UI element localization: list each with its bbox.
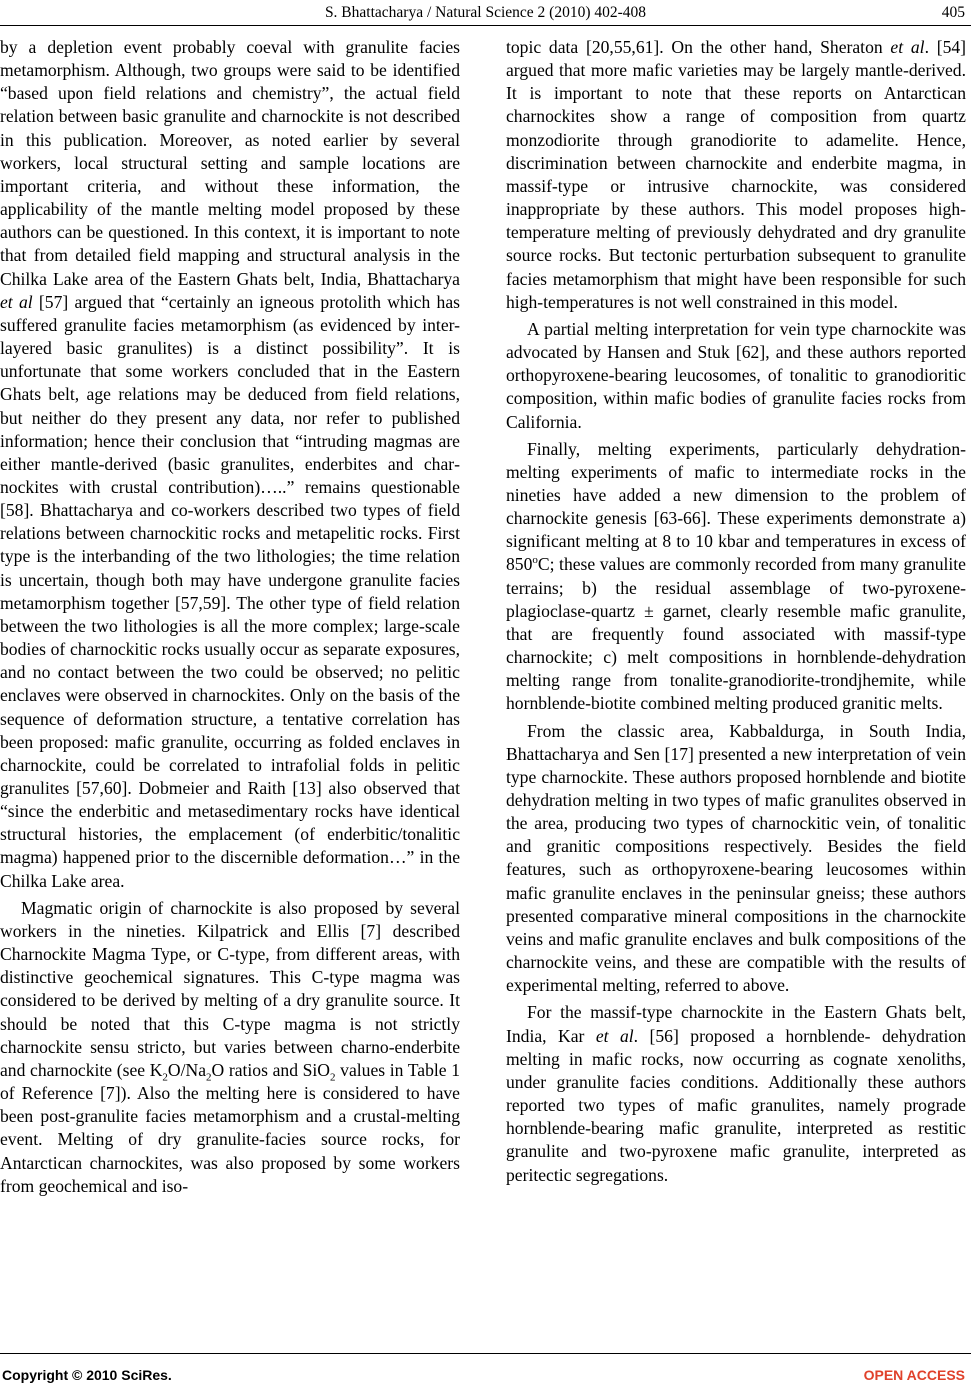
text-segment: C; these values are commonly recorded from many granulite terrains; b) the residual assemblage of two-pyroxene-plagioclase-quartz ± garnet, clearly resemble mafic granulite, that are frequently found associated with massif-type charnockite; c) melt compositions in hornblende-dehydration melting range from tonalite-granodiorite-trondjhemite, while hornblende-biotite combined melting produced granitic melts.	[506, 554, 966, 714]
paragraph	[506, 438, 966, 716]
text-segment: [57] argued that “certainly an igneous protolith which has suffered granulite facies metamorphism (as evidenced by inter-layered basic granulites) is a distinct possibility”. It is unfortunate that some workers concluded that in the Eastern Ghats belt, age relations may be deduced from field relations, but neither do they present any data, nor refer to published information; hence their conclusion that “intruding magmas are either mantle-derived (basic granulites, enderbites and charnockites with crustal contribution)…..” remains questionable [58]. Bhattacharya and co-workers described two types of field relations between charnockitic rocks and metapelitic rocks. First type is the interbanding of the two lithologies; the time relation is uncertain, though both may have undergone granulite facies metamorphism together [57,59]. The other type of field relation between the two lithologies is all the more complex; large-scale bodies of charnockitic rocks usually occur as separate exposures, and no contact between the two could be observed; no pelitic enclaves were observed in charnockites. Only on the basis of the sequence of deformation structure, a tentative correlation has been proposed: mafic granulite, occurring as folded enclaves in charnockite, could be correlated to intrafolial folds in pelitic granulites [57,60]. Dobmeier and Raith [13] also observed that “since the enderbitic and metasedimentary rocks have identical structural histories, the emplacement (of enderbitic/tonalitic magma) happened prior to the discernible deformation…” in the Chilka Lake area.	[0, 291, 460, 891]
page-footer	[0, 1367, 971, 1387]
paragraph	[506, 1001, 966, 1186]
open-access-label: OPEN ACCESS	[863, 1367, 965, 1383]
text-segment: Magmatic origin of charnockite is also proposed by several workers in the nineties. Kilpatrick and Ellis [7] described Charnockite Magma Type, or C-type, from different areas, with distinctive geochemical signatures. This C-type magma was considered to be derived by melting of a dry granulite source. It should be noted that this C-type magma is not strictly charnockite sensu stricto, but varies between charno-enderbite and charnockite (see K	[0, 897, 460, 1080]
text-segment: O/Na	[167, 1059, 207, 1080]
running-header	[0, 4, 971, 24]
page-number: 405	[941, 4, 965, 21]
text-segment: Finally, melting experiments, particularly dehydration-melting experiments of mafic to intermediate rocks in the nineties have added a new dimension to the problem of charnockite genesis [63-66]. These experiments demonstrate a) significant melting at 8 to 10 kbar and temperatures in excess of 850	[506, 438, 966, 575]
subscript: 2	[162, 1071, 168, 1084]
subscript: 2	[206, 1071, 212, 1084]
running-title: S. Bhattacharya / Natural Science 2 (2010) 402-408	[324, 4, 647, 21]
copyright-notice: Copyright © 2010 SciRes.	[2, 1367, 172, 1383]
text-segment: For the massif-type charnockite in the Eastern Ghats belt, India, Kar	[506, 1002, 966, 1046]
italic-et-al: et al	[890, 37, 925, 57]
text-segment: . [54] argued that more mafic varieties may be largely mantle-derived. It is important to note that these reports on Antarctican charnockites show a range of composition from quartz monzodiorite through granodiorite to adamelite. Hence, discrimination between charnockite and enderbite magma, in massif-type or intrusive charnockite, was considered inappropriate by these authors. This model proposes high-temperature melting of previously dehydrated and dry granulite source rocks. But tectonic perturbation subsequent to granulite facies metamorphism that might have been responsible for such high-temperatures is not well constrained in this model.	[506, 37, 967, 312]
paragraph	[0, 36, 460, 893]
text-segment: O ratios and SiO	[211, 1059, 331, 1080]
subscript: 2	[330, 1071, 336, 1084]
paragraph	[506, 36, 966, 314]
paragraph	[0, 897, 460, 1198]
footer-rule	[0, 1353, 971, 1354]
text-segment: by a depletion event probably coeval with granulite facies metamorphism. Although, two groups were said to be identified “based upon field relations and chemistry”, the actual field relation between basic granulite and charnockite is not described in this publication. Moreover, as noted earlier by several workers, local structural setting and sample locations are important criteria, and without these information, the applicability of the mantle melting model proposed by these authors can be questioned. In this context, it is important to note that from detailed field mapping and structural analysis in the Chilka Lake area of the Eastern Ghats belt, India, Bhattacharya	[0, 37, 460, 289]
left-column	[0, 36, 460, 1198]
text-segment: values in Table 1 of Reference [7]). Also the melting here is considered to have been post-granulite facies metamorphism and a crustal-melting event. Melting of dry granulite-facies source rocks, for Antarctican charnockites, was also proposed by some workers from geochemical and iso-	[0, 1059, 460, 1196]
right-column	[506, 36, 966, 1187]
text-segment: . [56] proposed a hornblende- dehydration melting in mafic rocks, now occurring as cognate xenoliths, under granulite facies conditions. Additionally these authors reported two types of mafic granulites, namely prograde hornblende-bearing mafic granulite, interpreted as restitic granulite and two-pyroxene mafic granulite, interpreted as peritectic segregations.	[506, 1025, 966, 1185]
paragraph: From the classic area, Kabbaldurga, in South India, Bhattacharya and Sen [17] presented a new interpretation of vein type charnockite. These authors proposed hornblende and biotite dehydration melting in two types of mafic granulites observed in the area, producing two types of charnockitic vein, of tonalitic and granitic compositions respectively. Besides the field features, such as orthopyroxene-bearing leucosomes within mafic granulite enclaves in the peninsular gneiss; these authors presented comparative mineral compositions in the charnockite veins and mafic granulite enclaves and bulk compositions of the charnockite veins, and these are compatible with the results of experimental melting, referred to above.	[506, 720, 966, 996]
italic-et-al: et al	[0, 291, 33, 312]
paragraph: A partial melting interpretation for vein type charnockite was advocated by Hansen and Stuk [62], and these authors reported orthopyroxene-bearing leucosomes, of tonalitic to granodioritic composition, within mafic bodies of granulite facies rocks from California.	[506, 318, 966, 432]
italic-et-al: et al	[595, 1025, 634, 1046]
superscript: o	[532, 554, 538, 567]
text-segment: topic data [20,55,61]. On the other hand, Sheraton	[506, 37, 891, 57]
header-rule	[0, 25, 971, 26]
